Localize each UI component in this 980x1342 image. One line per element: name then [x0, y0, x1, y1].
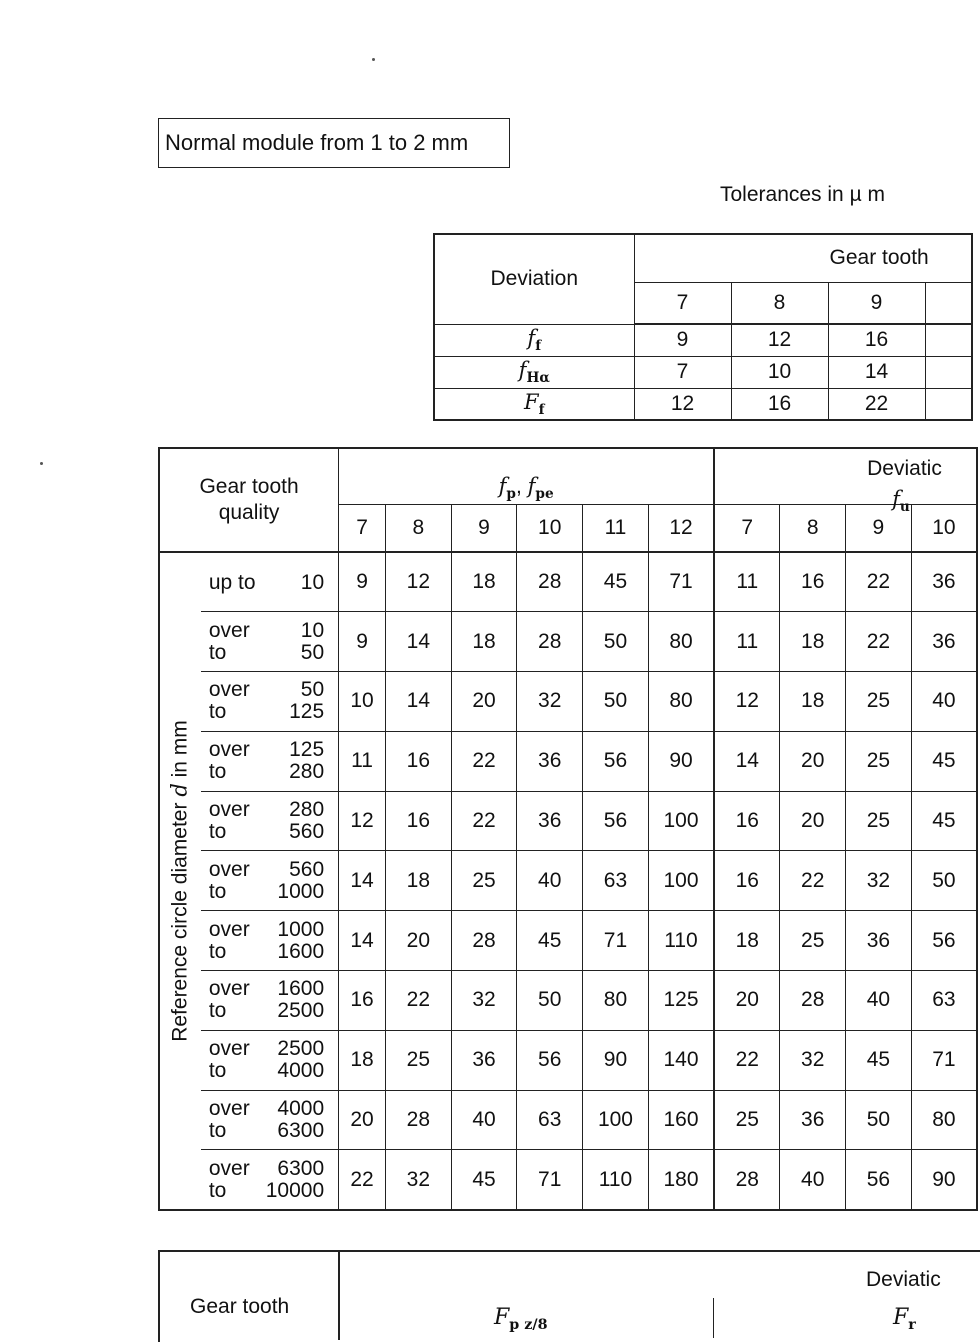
table-cell	[925, 324, 972, 356]
table-cell: 36	[846, 911, 912, 971]
table-cell: 12	[731, 324, 828, 356]
table-row	[159, 791, 977, 851]
fp-separator: ,	[515, 474, 528, 498]
table-cell: 40	[451, 1090, 517, 1150]
table-cell: 90	[648, 731, 714, 791]
table-row	[159, 1150, 977, 1210]
deviation-header-text: Deviation	[490, 267, 579, 291]
table-cell: 16	[385, 731, 451, 791]
table-cell: 56	[846, 1150, 912, 1210]
table-cell	[925, 356, 972, 388]
table-cell: 36	[911, 612, 977, 672]
table-cell: 56	[517, 1030, 583, 1090]
table-cell: 11	[339, 731, 386, 791]
quality-column-header: 7	[714, 504, 780, 552]
quality-header	[634, 234, 972, 282]
table-cell: 14	[828, 356, 925, 388]
range-word: to	[208, 640, 227, 664]
diameter-range	[201, 731, 339, 791]
table-cell: 18	[451, 612, 517, 672]
table-cell: 20	[385, 911, 451, 971]
table-cell: 40	[911, 672, 977, 732]
row-axis-unit: in mm	[168, 720, 192, 778]
range-word: to	[208, 700, 227, 724]
table-cell: 16	[714, 791, 780, 851]
table-cell: 20	[339, 1090, 386, 1150]
table-cell: 45	[517, 911, 583, 971]
fu-symbol: $f_u$	[892, 487, 910, 515]
table-row	[434, 324, 972, 356]
range-value: 4000	[277, 1059, 325, 1083]
range-value: 1000	[277, 917, 325, 941]
table-cell: 36	[911, 552, 977, 612]
table-cell: 9	[339, 552, 386, 612]
table-cell: 80	[583, 971, 649, 1031]
small-table-body	[434, 324, 972, 420]
table-cell: 80	[911, 1090, 977, 1150]
table-cell: 50	[517, 971, 583, 1031]
table-cell: 56	[583, 791, 649, 851]
quality-column-header: 8	[731, 282, 828, 324]
range-line	[209, 1060, 338, 1082]
diameter-range	[201, 971, 339, 1031]
table-cell: 25	[780, 911, 846, 971]
tolerance-caption-text: Tolerances in µ m	[720, 183, 885, 206]
table-cell: 18	[780, 672, 846, 732]
range-line	[209, 1158, 338, 1180]
row-axis-label-words: Reference circle diameter	[168, 802, 192, 1042]
table-cell: 28	[517, 552, 583, 612]
diameter-range	[201, 791, 339, 851]
table-row	[434, 388, 972, 420]
range-line	[209, 701, 338, 723]
table-cell: 25	[714, 1090, 780, 1150]
table-cell: 36	[780, 1090, 846, 1150]
gear-tooth-quality-header	[159, 448, 339, 552]
diameter-range	[201, 1150, 339, 1210]
quality-column-header: 9	[451, 504, 517, 552]
table-cell: 50	[846, 1090, 912, 1150]
quality-column-header: 9	[828, 282, 925, 324]
deviation-header	[434, 234, 634, 324]
range-value: 10	[300, 571, 325, 595]
table-cell: 63	[583, 851, 649, 911]
range-word: to	[208, 1059, 227, 1083]
table-cell: 45	[583, 552, 649, 612]
range-line	[209, 1000, 338, 1022]
table-row	[159, 851, 977, 911]
table-cell: 20	[451, 672, 517, 732]
table-cell: 16	[714, 851, 780, 911]
quality-column-header: 7	[634, 282, 731, 324]
table-cell: 50	[911, 851, 977, 911]
table-cell: 50	[583, 612, 649, 672]
quality-column-header	[925, 282, 972, 324]
table-cell: 20	[714, 971, 780, 1031]
fpe-symbol: $f_{pe}$	[527, 473, 554, 502]
table-cell: 22	[385, 971, 451, 1031]
table-cell: 28	[451, 911, 517, 971]
table-cell: 16	[780, 552, 846, 612]
range-line	[209, 881, 338, 903]
table-cell: 11	[714, 612, 780, 672]
table-cell: 63	[517, 1090, 583, 1150]
quality-column-header: 12	[648, 504, 714, 552]
table-cell: 40	[846, 971, 912, 1031]
table-cell: 18	[451, 552, 517, 612]
table-cell	[925, 388, 972, 420]
table-cell: 28	[780, 971, 846, 1031]
table-cell: 12	[634, 388, 731, 420]
table-cell: 100	[648, 851, 714, 911]
row-axis-symbol: d	[167, 783, 192, 797]
table-cell: 110	[583, 1150, 649, 1210]
range-word: to	[208, 879, 227, 903]
range-line	[209, 799, 338, 821]
table-row	[159, 552, 977, 612]
range-line	[209, 570, 338, 594]
table-cell: 12	[714, 672, 780, 732]
table-cell: 40	[780, 1150, 846, 1210]
table-cell: 80	[648, 612, 714, 672]
table-cell: 45	[846, 1030, 912, 1090]
bottom-quality-header: Gear tooth	[190, 1295, 290, 1318]
table-cell: 56	[911, 911, 977, 971]
range-word: to	[208, 1119, 227, 1143]
table-cell: 32	[846, 851, 912, 911]
table-cell: 32	[385, 1150, 451, 1210]
deviation-header-main: Deviatic	[867, 457, 942, 480]
table-row	[159, 911, 977, 971]
quality-column-header: 10	[911, 504, 977, 552]
table-row	[159, 731, 977, 791]
fpz8-symbol: $F_{p z/8}$	[494, 1305, 548, 1333]
table-cell: 71	[517, 1150, 583, 1210]
range-word: to	[208, 939, 227, 963]
range-word: over	[208, 738, 250, 762]
diameter-range	[201, 612, 339, 672]
table-cell: 18	[714, 911, 780, 971]
symbol-subscript: f	[535, 337, 542, 354]
table-cell: 71	[583, 911, 649, 971]
table-cell: 25	[846, 731, 912, 791]
table-cell: 45	[911, 791, 977, 851]
range-line	[209, 941, 338, 963]
table-cell: 18	[780, 612, 846, 672]
table-cell: 14	[339, 911, 386, 971]
table-cell: 12	[385, 552, 451, 612]
gear-tooth-quality-text: Gear tooth quality	[199, 475, 299, 524]
table-cell: 22	[714, 1030, 780, 1090]
range-value: 560	[289, 857, 325, 881]
table-cell: 9	[634, 324, 731, 356]
table-cell: 45	[911, 731, 977, 791]
table-cell: 110	[648, 911, 714, 971]
table-cell: 22	[846, 552, 912, 612]
table-cell: 28	[714, 1150, 780, 1210]
table-cell: 10	[339, 672, 386, 732]
deviation-symbol	[434, 388, 634, 420]
page-title-box	[158, 118, 510, 168]
table-cell: 16	[828, 324, 925, 356]
deviation-symbol	[434, 324, 634, 356]
range-word: over	[208, 1156, 250, 1180]
table-cell: 22	[846, 612, 912, 672]
table-cell: 28	[517, 612, 583, 672]
range-value: 2500	[277, 1037, 325, 1061]
fr-symbol: $F_r$	[893, 1305, 916, 1333]
table-cell: 100	[648, 791, 714, 851]
diameter-range	[201, 911, 339, 971]
range-line	[209, 761, 338, 783]
table-cell: 22	[451, 731, 517, 791]
symbol-main: f	[527, 326, 536, 351]
range-value: 4000	[277, 1097, 325, 1121]
table-cell: 180	[648, 1150, 714, 1210]
range-word: up to	[208, 571, 256, 595]
table-cell: 7	[634, 356, 731, 388]
range-word: to	[208, 760, 227, 784]
table-cell: 40	[517, 851, 583, 911]
table-cell: 80	[648, 672, 714, 732]
quality-column-header: 8	[385, 504, 451, 552]
table-cell: 32	[780, 1030, 846, 1090]
range-value: 1000	[277, 879, 325, 903]
table-cell: 25	[385, 1030, 451, 1090]
range-line	[209, 1180, 338, 1202]
quality-column-header: 11	[583, 504, 649, 552]
quality-column-header: 8	[780, 504, 846, 552]
table-cell: 45	[451, 1150, 517, 1210]
table-cell: 25	[451, 851, 517, 911]
table-cell: 20	[780, 731, 846, 791]
table-cell: 36	[517, 731, 583, 791]
table-cell: 25	[846, 672, 912, 732]
table-cell: 14	[339, 851, 386, 911]
range-value: 50	[300, 678, 325, 702]
symbol-main: f	[518, 358, 527, 383]
table-cell: 10	[731, 356, 828, 388]
table-cell: 22	[451, 791, 517, 851]
table-row	[159, 1090, 977, 1150]
table-cell: 18	[339, 1030, 386, 1090]
range-value: 10	[300, 618, 325, 642]
range-value: 1600	[277, 977, 325, 1001]
table-cell: 25	[846, 791, 912, 851]
diameter-range	[201, 851, 339, 911]
range-value: 1600	[277, 939, 325, 963]
table-row	[159, 971, 977, 1031]
table-cell: 50	[583, 672, 649, 732]
range-line	[209, 821, 338, 843]
range-word: over	[208, 1097, 250, 1121]
main-table-body	[159, 552, 977, 1210]
range-word: to	[208, 1178, 227, 1202]
quality-header-text: Gear tooth	[829, 246, 929, 270]
range-line	[209, 978, 338, 1000]
range-word: to	[208, 999, 227, 1023]
range-line	[209, 859, 338, 881]
row-axis-label-text	[168, 720, 193, 1042]
symbol-subscript: f	[538, 401, 545, 418]
range-line	[209, 620, 338, 642]
row-axis-label	[159, 552, 201, 1210]
table-cell: 11	[714, 552, 780, 612]
table-cell: 160	[648, 1090, 714, 1150]
quality-column-header: 7	[339, 504, 386, 552]
symbol-main: F	[524, 389, 539, 414]
scan-speck	[372, 58, 375, 61]
table-cell: 16	[385, 791, 451, 851]
pitch-deviation-table	[158, 447, 978, 1211]
table-divider	[338, 1250, 340, 1340]
table-cell: 28	[385, 1090, 451, 1150]
table-divider	[713, 1298, 714, 1338]
table-cell: 14	[385, 612, 451, 672]
scan-speck	[40, 462, 43, 465]
range-value: 125	[289, 700, 325, 724]
range-word: over	[208, 678, 250, 702]
range-value: 6300	[277, 1156, 325, 1180]
range-line	[209, 919, 338, 941]
range-line	[209, 1120, 338, 1142]
table-row	[159, 1030, 977, 1090]
fp-fpe-group-header	[339, 448, 715, 504]
quality-column-header: 9	[846, 504, 912, 552]
range-value: 2500	[277, 999, 325, 1023]
table-cell: 16	[339, 971, 386, 1031]
range-word: over	[208, 917, 250, 941]
range-line	[209, 1038, 338, 1060]
profile-deviation-table	[433, 233, 973, 421]
tolerance-caption	[720, 183, 885, 207]
range-word: over	[208, 618, 250, 642]
table-cell: 16	[731, 388, 828, 420]
fu-group-header	[714, 448, 977, 515]
range-word: over	[208, 798, 250, 822]
table-cell: 36	[517, 791, 583, 851]
table-cell: 125	[648, 971, 714, 1031]
table-row	[434, 356, 972, 388]
table-cell: 20	[780, 791, 846, 851]
range-line	[209, 679, 338, 701]
page-title: Normal module from 1 to 2 mm	[165, 130, 469, 155]
range-value: 125	[289, 738, 325, 762]
range-value: 6300	[277, 1119, 325, 1143]
range-value: 10000	[265, 1178, 325, 1202]
table-row	[159, 612, 977, 672]
diameter-range	[201, 672, 339, 732]
table-cell: 18	[385, 851, 451, 911]
range-value: 280	[289, 798, 325, 822]
range-value: 280	[289, 760, 325, 784]
table-cell: 32	[451, 971, 517, 1031]
fp-symbol: $f_p$	[498, 473, 516, 502]
table-cell: 56	[583, 731, 649, 791]
deviation-symbol	[434, 356, 634, 388]
range-line	[209, 1098, 338, 1120]
table-cell: 36	[451, 1030, 517, 1090]
table-cell: 14	[385, 672, 451, 732]
range-value: 560	[289, 820, 325, 844]
table-cell: 90	[911, 1150, 977, 1210]
table-cell: 12	[339, 791, 386, 851]
quality-column-header: 10	[517, 504, 583, 552]
range-value: 50	[300, 640, 325, 664]
range-word: over	[208, 1037, 250, 1061]
table-cell: 100	[583, 1090, 649, 1150]
table-cell: 32	[517, 672, 583, 732]
diameter-range	[201, 1030, 339, 1090]
table-cell: 9	[339, 612, 386, 672]
range-word: to	[208, 820, 227, 844]
table-cell: 140	[648, 1030, 714, 1090]
range-line	[209, 642, 338, 664]
table-cell: 22	[828, 388, 925, 420]
table-row	[159, 672, 977, 732]
table-cell: 71	[911, 1030, 977, 1090]
range-word: over	[208, 857, 250, 881]
range-line	[209, 739, 338, 761]
table-cell: 14	[714, 731, 780, 791]
table-cell: 22	[339, 1150, 386, 1210]
table-cell: 71	[648, 552, 714, 612]
symbol-subscript: Hα	[526, 369, 550, 386]
table-cell: 63	[911, 971, 977, 1031]
diameter-range	[201, 552, 339, 612]
bottom-deviation-header: Deviatic	[866, 1268, 941, 1291]
range-word: over	[208, 977, 250, 1001]
table-cell: 22	[780, 851, 846, 911]
diameter-range	[201, 1090, 339, 1150]
table-cell: 90	[583, 1030, 649, 1090]
